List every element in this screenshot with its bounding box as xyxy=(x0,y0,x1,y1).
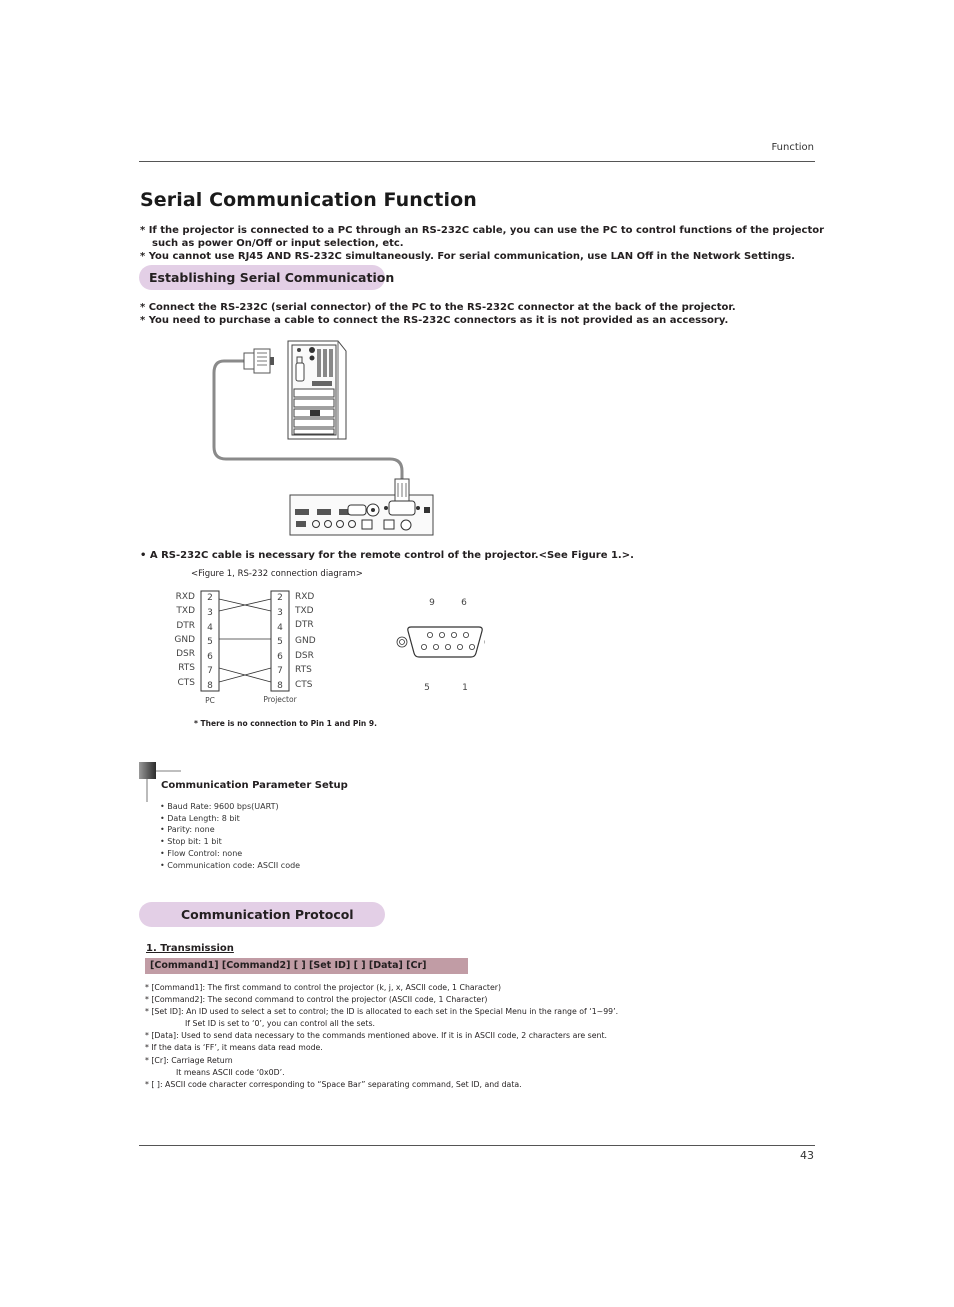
param-setup-title: Communication Parameter Setup xyxy=(161,780,348,791)
db9-connector xyxy=(397,627,485,657)
projector-pin-number: 8 xyxy=(277,681,283,691)
pc-connector-plug xyxy=(244,349,274,373)
transmission-heading: 1. Transmission xyxy=(146,943,234,954)
pc-pin-signal: TXD xyxy=(176,606,195,616)
intro-note-2: * You cannot use RJ45 AND RS-232C simultaneously. For serial communication, use LAN Off in the Network Settings. xyxy=(140,251,795,262)
projector-pin-signal: GND xyxy=(295,636,316,646)
establishing-note-1: * Connect the RS-232C (serial connector) of the PC to the RS-232C connector at the back of the projector. xyxy=(140,302,736,313)
definition-line: * [Cr]: Carriage Return xyxy=(145,1055,233,1065)
cable-note: • A RS-232C cable is necessary for the remote control of the projector.<See Figure 1.>. xyxy=(140,550,634,561)
definition-line: * If the data is ‘FF’, it means data read mode. xyxy=(145,1043,323,1053)
command-definitions xyxy=(145,982,618,1091)
pc-pin-signal: RXD xyxy=(175,592,195,602)
pc-pin-number: 2 xyxy=(207,593,213,603)
pc-tower xyxy=(288,341,346,439)
projector-pin-number: 6 xyxy=(277,652,283,662)
establishing-note-2: * You need to purchase a cable to connect the RS-232C connectors as it is not provided as an accessory. xyxy=(140,315,729,326)
intro-note-1-cont: such as power On/Off or input selection, etc. xyxy=(152,238,404,249)
pc-pin-signal: DTR xyxy=(176,621,195,631)
protocol-heading: Communication Protocol xyxy=(139,902,385,927)
pc-pin-number: 8 xyxy=(207,681,213,691)
projector-pin-signal: DSR xyxy=(295,651,314,661)
page-title: Serial Communication Function xyxy=(140,189,477,211)
projector-pin-signal: RXD xyxy=(295,592,315,602)
intro-note-1: * If the projector is connected to a PC through an RS-232C cable, you can use the PC to control functions of the projector xyxy=(140,225,825,236)
running-header: Function xyxy=(771,142,814,153)
projector-pin-number: 5 xyxy=(277,637,283,647)
pc-pin-signal: CTS xyxy=(177,678,195,688)
pc-pin-number: 7 xyxy=(207,666,213,676)
command-format-bar: [Command1] [Command2] [ ] [Set ID] [ ] [Data] [Cr] xyxy=(145,958,468,974)
pc-pin-signal: DSR xyxy=(176,649,195,659)
list-item: • Parity: none xyxy=(160,825,215,835)
projector-pin-number: 3 xyxy=(277,608,283,618)
definition-line: * [Set ID]: An ID used to select a set to control; the ID is allocated to each set in the Special Menu in the range of ‘1~99’. xyxy=(145,1007,619,1017)
param-list xyxy=(160,801,300,871)
definition-line: * [Command2]: The second command to control the projector (ASCII code, 1 Character) xyxy=(145,995,488,1005)
definition-line: It means ASCII code ‘0x0D’. xyxy=(176,1067,285,1077)
definition-line: If Set ID is set to ‘0’, you can control all the sets. xyxy=(185,1019,375,1029)
connection-illustration xyxy=(200,335,450,540)
pc-pin-signal: GND xyxy=(174,635,195,645)
projector-label: Projector xyxy=(263,695,297,704)
footer-rule xyxy=(139,1145,815,1146)
projector-pin-signal: CTS xyxy=(295,680,313,690)
connector-pin-label: 6 xyxy=(461,598,467,608)
projector-pin-number: 7 xyxy=(277,666,283,676)
list-item: • Communication code: ASCII code xyxy=(160,860,301,870)
connector-pin-label: 9 xyxy=(429,598,435,608)
pc-pin-number: 3 xyxy=(207,608,213,618)
definition-line: * [Command1]: The first command to control the projector (k, j, x, ASCII code, 1 Character) xyxy=(145,983,502,992)
projector-pin-signal: RTS xyxy=(295,665,312,675)
list-item: • Stop bit: 1 bit xyxy=(160,837,222,847)
list-item: • Baud Rate: 9600 bps(UART) xyxy=(160,802,279,811)
connector-pin-label: 1 xyxy=(462,683,468,693)
list-item: • Flow Control: none xyxy=(160,848,243,858)
list-item: • Data Length: 8 bit xyxy=(160,813,240,823)
pc-label: PC xyxy=(205,696,215,705)
pin-note: * There is no connection to Pin 1 and Pin 9. xyxy=(194,719,377,728)
projector-pin-number: 4 xyxy=(277,623,283,633)
definition-line: * [ ]: ASCII code character corresponding to “Space Bar” separating command, Set ID, and data. xyxy=(145,1079,522,1089)
establishing-heading: Establishing Serial Communication xyxy=(139,265,385,290)
projector-pin-signal: DTR xyxy=(295,620,314,630)
pc-pin-number: 4 xyxy=(207,623,213,633)
pc-pin-number: 6 xyxy=(207,652,213,662)
page-number: 43 xyxy=(800,1149,814,1162)
pc-pin-signal: RTS xyxy=(178,663,195,673)
connector-pin-label: 5 xyxy=(424,683,430,693)
projector-pin-signal: TXD xyxy=(295,606,314,616)
pc-pin-number: 5 xyxy=(207,637,213,647)
definition-line: * [Data]: Used to send data necessary to the commands mentioned above. If it is in ASCII code, 2 characters are sent. xyxy=(145,1031,607,1041)
projector-pin-number: 2 xyxy=(277,593,283,603)
pin-wiring-diagram xyxy=(165,585,485,735)
figure-caption: <Figure 1, RS-232 connection diagram> xyxy=(191,569,363,579)
header-rule xyxy=(139,161,815,162)
